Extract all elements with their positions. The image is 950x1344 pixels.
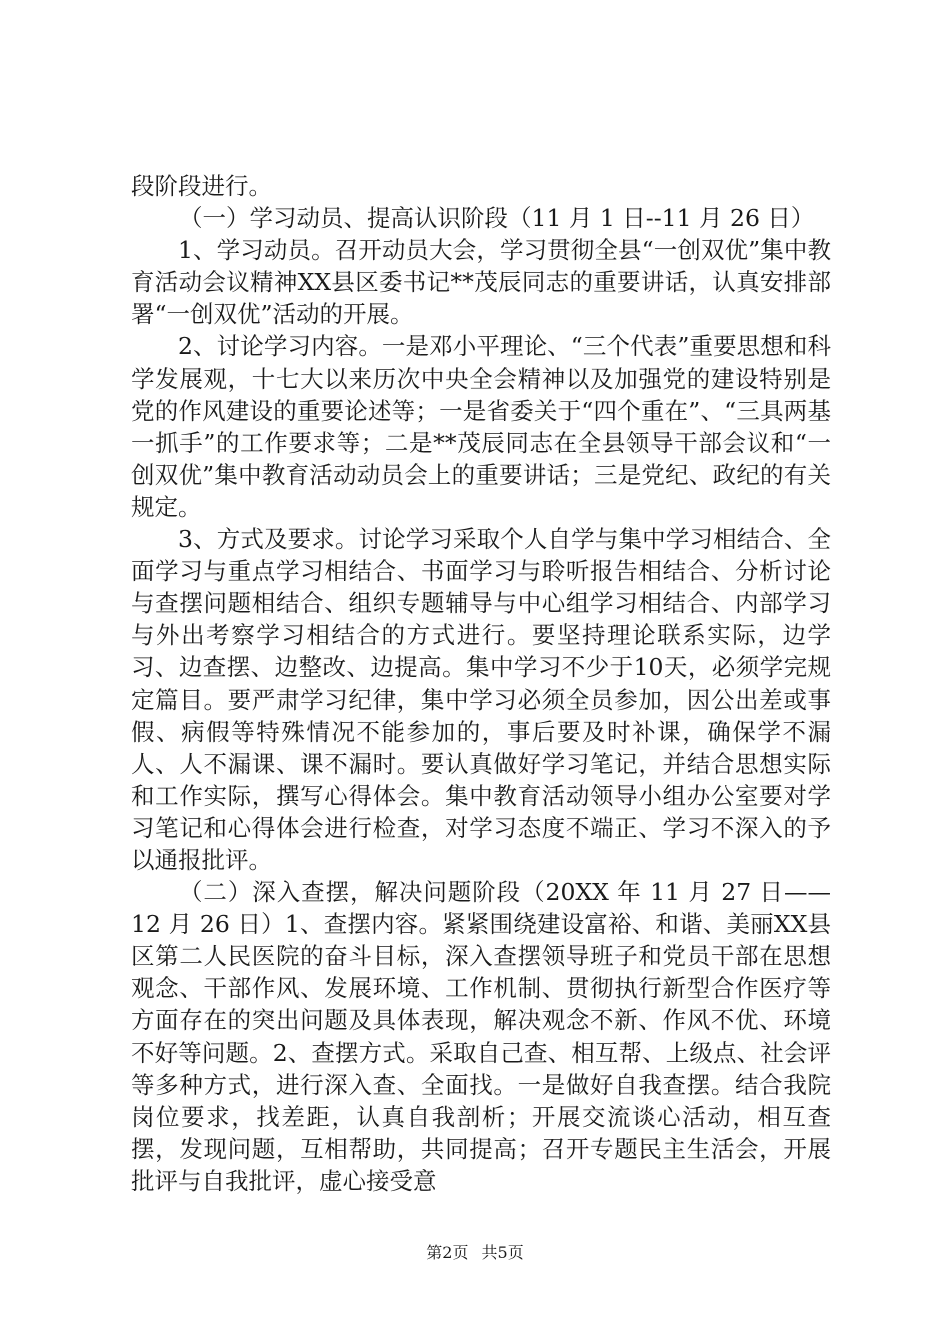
section-heading-2: （二）深入查摆，解决问题阶段（20XX 年 11 月 27 日——12 月 26 日）1、查摆内容。紧紧围绕建设富裕、和谐、美丽XX县区第二人民医院的奋斗目标，深入查摆领导班子和党员干部在思想观念、干部作风、发展环境、工作机制、贯彻执行新型合作医疗等方面存在的突出问题及具体表现，解决观念不新、作风不优、环境不好等问题。2、查摆方式。采取自己查、相互帮、上级点、社会评等多种方式，进行深入查、全面找。一是做好自我查摆。结合我院岗位要求，找差距，认真自我剖析；开展交流谈心活动，相互查摆，发现问题，互相帮助，共同提高；召开专题民主生活会，开展批评与自我批评，虚心接受意 bbox=[131, 878, 831, 1195]
paragraph-study-mobilization: 1、学习动员。召开动员大会，学习贯彻全县“一创双优”集中教育活动会议精神XX县区委书记**茂辰同志的重要讲话，认真安排部署“一创双优”活动的开展。 bbox=[131, 236, 831, 329]
paragraph-study-content: 2、讨论学习内容。一是邓小平理论、“三个代表”重要思想和科学发展观，十七大以来历次中央全会精神以及加强党的建设特别是党的作风建设的重要论述等；一是省委关于“四个重在”、“三具两基一抓手”的工作要求等；二是**茂辰同志在全县领导干部会议和“一创双优”集中教育活动动员会上的重要讲话；三是党纪、政纪的有关规定。 bbox=[131, 332, 831, 521]
paragraph-study-method: 3、方式及要求。讨论学习采取个人自学与集中学习相结合、全面学习与重点学习相结合、书面学习与聆听报告相结合、分析讨论与查摆问题相结合、组织专题辅导与中心组学习相结合、内部学习与外出考察学习相结合的方式进行。要坚持理论联系实际，边学习、边查摆、边整改、边提高。集中学习不少于10天，必须学完规定篇目。要严肃学习纪律，集中学习必须全员参加，因公出差或事假、病假等特殊情况不能参加的，事后要及时补课，确保学不漏人、人不漏课、课不漏时。要认真做好学习笔记，并结合思想实际和工作实际，撰写心得体会。集中教育活动领导小组办公室要对学习笔记和心得体会进行检查，对学习态度不端正、学习不深入的予以通报批评。 bbox=[131, 525, 831, 874]
page-footer bbox=[0, 1240, 950, 1263]
document-body bbox=[131, 170, 831, 1197]
page-total: 共5页 bbox=[481, 1243, 524, 1262]
paragraph-continuation: 段阶段进行。 bbox=[131, 172, 272, 200]
page-number: 第2页 bbox=[426, 1243, 469, 1262]
section-heading-1: （一）学习动员、提高认识阶段（11 月 1 日--11 月 26 日） bbox=[179, 204, 815, 233]
